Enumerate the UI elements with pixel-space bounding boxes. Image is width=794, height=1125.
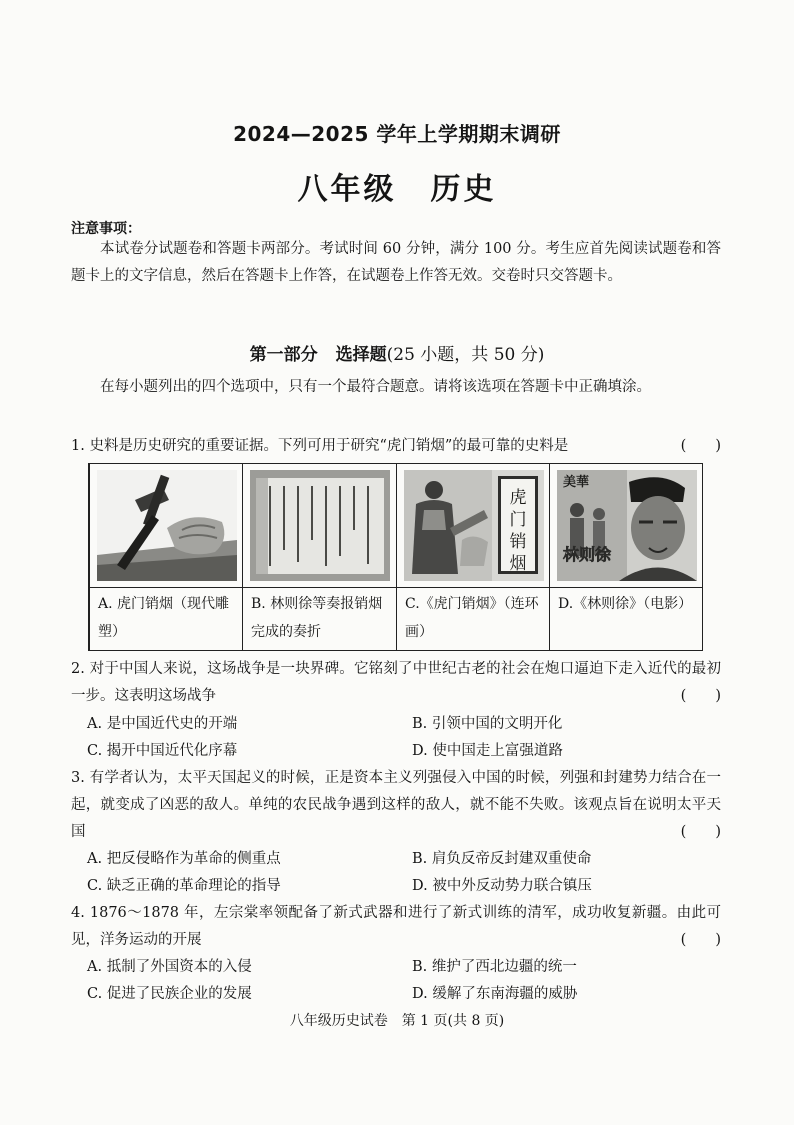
sculpture-image	[97, 470, 237, 581]
answer-bracket: ( )	[680, 688, 721, 704]
q4-option-a: A. 抵制了外国资本的入侵	[87, 959, 252, 975]
option-c-cell	[396, 464, 549, 650]
q2-option-d: D. 使中国走上富强道路	[412, 743, 563, 759]
q2-option-a: A. 是中国近代史的开端	[87, 716, 238, 732]
q2-option-b: B. 引领中国的文明开化	[412, 716, 563, 732]
option-d-cell	[549, 464, 704, 650]
answer-bracket: ( )	[680, 438, 721, 454]
part1-label: 第一部分	[249, 345, 318, 365]
question-2-stem: 2. 对于中国人来说，这场战争是一块界碑。它铭刻了中世纪古老的社会在炮口逼迫下走入近代的最初一步。这表明这场战争 ( )	[71, 656, 721, 710]
answer-bracket: ( )	[680, 932, 721, 948]
option-a-caption: A. 虎门销烟（现代雕塑）	[98, 596, 230, 640]
poster-studio-mark: 美華	[563, 475, 590, 490]
page-footer: 八年级历史试卷 第 1 页(共 8 页)	[289, 1013, 505, 1029]
comic-cover-image	[404, 470, 544, 581]
q4-option-d: D. 缓解了东南海疆的威胁	[412, 986, 578, 1002]
comic-title-char-2: 门	[509, 510, 527, 530]
notice-body: 本试卷分试题卷和答题卡两部分。考试时间 60 分钟，满分 100 分。考生应首先阅读试题卷和答题卡上的文字信息，然后在答题卡上作答，在试题卷上作答无效。交卷时只交答题卡。	[71, 241, 721, 284]
answer-bracket: ( )	[680, 824, 721, 840]
question-1-image-table	[88, 463, 703, 651]
option-d-caption: D.《林则徐》（电影）	[558, 596, 693, 612]
q3-option-a: A. 把反侵略作为革命的侧重点	[87, 851, 281, 867]
q3-option-d: D. 被中外反动势力联合镇压	[412, 878, 592, 894]
option-a-cell	[89, 464, 242, 650]
part1-instructions: 在每小题列出的四个选项中，只有一个最符合题意。请将该选项在答题卡中正确填涂。	[100, 379, 651, 395]
part1-count: (25 小题，共 50 分)	[386, 345, 545, 365]
part1-type: 选择题	[335, 345, 387, 365]
exam-subject	[0, 164, 794, 208]
q4-option-c: C. 促进了民族企业的发展	[87, 986, 252, 1002]
part1-heading	[0, 340, 794, 365]
q3-option-b: B. 肩负反帝反封建双重使命	[412, 851, 592, 867]
subject-label: 历史	[430, 172, 497, 207]
notice-heading: 注意事项：	[71, 221, 141, 237]
q3-option-c: C. 缺乏正确的革命理论的指导	[87, 878, 281, 894]
option-b-caption: B. 林则徐等奏报销烟完成的奏折	[251, 596, 383, 640]
question-4-stem: 4. 1876～1878 年，左宗棠率领配备了新式武器和进行了新式训练的清军，成功收复新疆。由此可见，洋务运动的开展 ( )	[71, 900, 721, 954]
question-1-stem: 1. 史料是历史研究的重要证据。下列可用于研究“虎门销烟”的最可靠的史料是 ( )	[71, 433, 721, 460]
comic-title-char-1: 虎	[509, 488, 527, 508]
memorial-document-image	[250, 470, 390, 581]
comic-title-char-4: 烟	[509, 554, 527, 574]
exam-title: 2024—2025 学年上学期期末调研	[233, 122, 561, 146]
comic-title-char-3: 销	[509, 532, 527, 552]
option-c-caption: C.《虎门销烟》（连环画）	[405, 596, 539, 640]
q4-option-b: B. 维护了西北边疆的统一	[412, 959, 577, 975]
grade-label: 八年级	[297, 172, 397, 207]
question-3-stem: 3. 有学者认为，太平天国起义的时候，正是资本主义列强侵入中国的时候，列强和封建势力结合在一起，就变成了凶恶的敌人。单纯的农民战争遇到这样的敌人，就不能不失败。该观点旨在说明太平天国 ( )	[71, 765, 721, 846]
q2-option-c: C. 揭开中国近代化序幕	[87, 743, 238, 759]
poster-title-text: 林则徐	[563, 545, 612, 564]
option-b-cell	[242, 464, 396, 650]
film-poster-image	[557, 470, 697, 581]
